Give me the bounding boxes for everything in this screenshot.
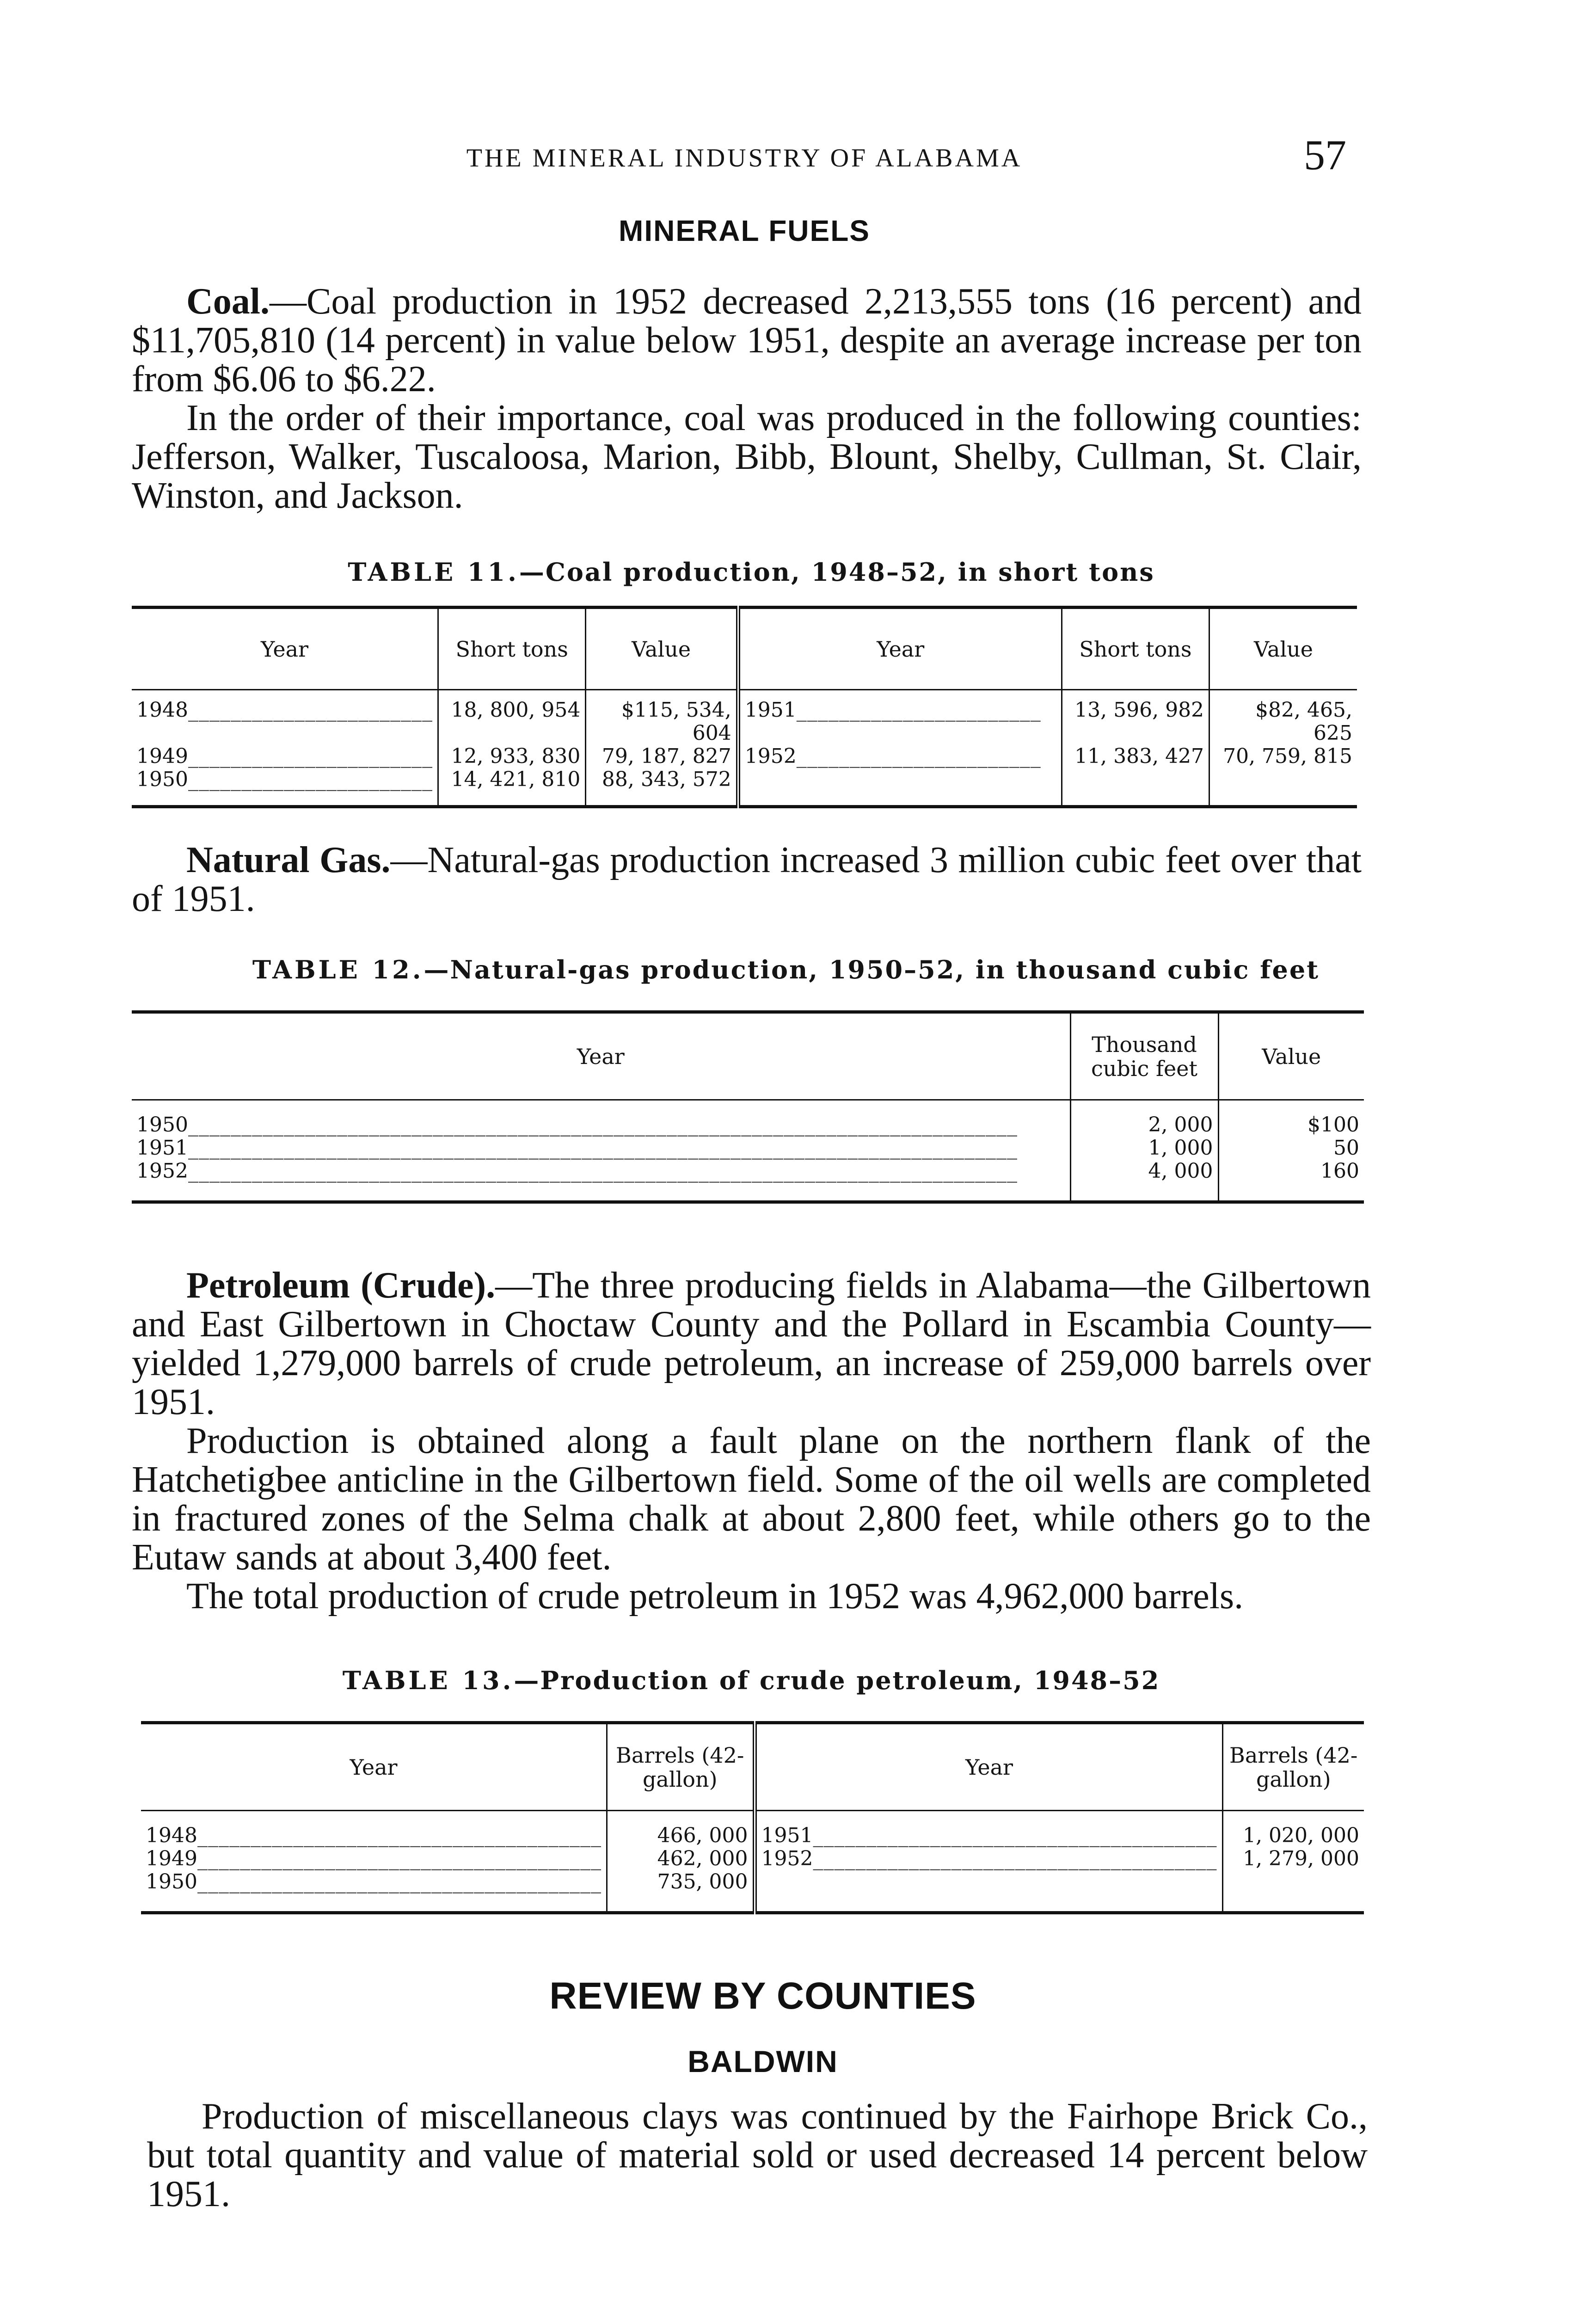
petroleum-text-3: The total production of crude petroleum in 1952 was 4,962,000 barrels. [186,1576,1244,1617]
t11-tons: 13, 596, 982 [1062,690,1209,745]
t11-year: 1949 [136,745,188,768]
petroleum-text-2: Production is obtained along a fault plane on the northern flank of the Hatchetigbee anticline in the Gilbertown field. Some of the oil wells are completed in fractured zones of the Selma chalk at about 2,800 feet, while others go to the Eutaw sands at about 3,400 feet. [132,1420,1371,1578]
table-12-natural-gas-production: Year Thousand cubic feet Value 1950______________________________________________________________________________ 2, 000 $100 1951______________________________________________________________________________ 1, 000 50 1952______________________________________________________________________________ 4, 000 160 [132,1010,1364,1204]
t13-barrels: 462, 000 [607,1847,755,1870]
county-heading-baldwin: BALDWIN [688,2044,838,2078]
page-number: 57 [1304,131,1346,178]
t11-value: 79, 187, 827 [586,745,738,768]
t13-year: 1952 [761,1847,813,1870]
t13-year: 1949 [146,1847,197,1870]
petroleum-text-1: —The three producing fields in Alabama—the Gilbertown and East Gilbertown in Choctaw County and the Pollard in Escambia County—yielded 1,279,000 barrels of crude petroleum, an increase of 259,000 barrels over 1951. [132,1265,1371,1422]
t11-year: 1948 [136,698,188,722]
petroleum-paragraph [132,1266,1371,1616]
t13-barrels: 735, 000 [607,1870,755,1913]
t13-barrels: 466, 000 [607,1811,755,1848]
t12-year: 1950 [136,1113,188,1137]
t13-year: 1951 [761,1824,813,1847]
table-11-title: —Coal production, 1948–52, in short tons [519,557,1155,587]
t13-header-year-right: Year [755,1723,1222,1811]
t13-header-barrels-right: Barrels (42-gallon) [1222,1723,1364,1811]
t11-value: 70, 759, 815 [1209,745,1357,768]
natural-gas-text: —Natural-gas production increased 3 million cubic feet over that of 1951. [132,840,1362,919]
t11-header-year-right: Year [738,608,1062,690]
t11-tons: 18, 800, 954 [438,690,585,745]
coal-text-1: —Coal production in 1952 decreased 2,213,555 tons (16 percent) and $11,705,810 (14 percent) in value below 1951, despite an average increase per ton from $6.06 to $6.22. [132,281,1362,400]
table-11-number: TABLE 11. [348,557,519,587]
natural-gas-lead: Natural Gas. [186,840,391,880]
table-13-crude-petroleum-production: Year Barrels (42-gallon) Year Barrels (42-gallon) 1948______________________________________ 466, 000 1951______________________________________ 1, 020, 000 1949______________________________________ 462, 000 1952______________________________________ 1, 279, 000 1950______________________________________ 735, 000 [141,1721,1364,1914]
t12-quantity: 1, 000 [1070,1137,1218,1160]
table-12-caption [194,955,1378,984]
coal-text-2: In the order of their importance, coal was produced in the following counties: Jefferson, Walker, Tuscaloosa, Marion, Bibb, Blount, Shelby, Cullman, St. Clair, Winston, and Jackson. [132,398,1362,516]
t11-tons: 11, 383, 427 [1062,745,1209,768]
t11-header-year-left: Year [132,608,438,690]
t12-header-quantity: Thousand cubic feet [1070,1012,1218,1100]
t13-year: 1950 [146,1870,197,1894]
t11-header-value-right: Value [1209,608,1357,690]
t11-year: 1951 [744,698,797,722]
table-13-title: —Production of crude petroleum, 1948–52 [514,1666,1160,1695]
t13-barrels: 1, 279, 000 [1222,1847,1364,1870]
t12-header-year: Year [132,1012,1070,1100]
t11-tons: 12, 933, 830 [438,745,585,768]
t11-header-tons-right: Short tons [1062,608,1209,690]
natural-gas-paragraph [132,841,1362,918]
petroleum-lead: Petroleum (Crude). [186,1265,496,1306]
t12-year: 1952 [136,1160,188,1183]
coal-lead: Coal. [186,281,270,322]
t13-barrels: 1, 020, 000 [1222,1811,1364,1848]
t12-value: 160 [1218,1160,1364,1202]
t11-value: $115, 534, 604 [586,690,738,745]
t13-header-barrels-left: Barrels (42-gallon) [607,1723,755,1811]
t11-tons: 14, 421, 810 [438,768,585,807]
t11-year: 1952 [744,745,797,768]
table-12-number: TABLE 12. [252,955,424,984]
t11-value: 88, 343, 572 [586,768,738,807]
t12-value: $100 [1218,1100,1364,1137]
t12-quantity: 2, 000 [1070,1100,1218,1137]
baldwin-text: Production of miscellaneous clays was continued by the Fairhope Brick Co., but total quantity and value of material sold or used decreased 14 percent below 1951. [147,2096,1368,2214]
t12-header-value: Value [1218,1012,1364,1100]
t11-year: 1950 [136,768,188,791]
table-11-caption [324,557,1179,587]
t13-header-year-left: Year [141,1723,607,1811]
table-13-caption [324,1666,1179,1695]
running-header: THE MINERAL INDUSTRY OF ALABAMA [466,144,1023,172]
baldwin-paragraph [147,2097,1368,2214]
t12-year: 1951 [136,1137,188,1160]
t11-header-tons-left: Short tons [438,608,585,690]
section-heading-review-by-counties: REVIEW BY COUNTIES [549,1975,976,2017]
t11-value: $82, 465, 625 [1209,690,1357,745]
t12-quantity: 4, 000 [1070,1160,1218,1202]
table-12-title: —Natural-gas production, 1950–52, in thousand cubic feet [424,955,1320,984]
t13-year: 1948 [146,1824,197,1847]
table-11-coal-production: Year Short tons Value Year Short tons Value 1948_______________________ 18, 800, 954 $115, 534, 604 1951_______________________ 13, 596, 982 $82, 465, 625 1949_______________________ 12, 933, 830 79, 187, 827 1952_______________________ 11, 383, 427 70, 759, 815 1950_______________________ 14, 421, 810 88, 343, 572 [132,606,1357,808]
table-13-number: TABLE 13. [342,1666,514,1695]
section-heading-mineral-fuels: MINERAL FUELS [619,214,870,247]
t11-header-value-left: Value [586,608,738,690]
t12-value: 50 [1218,1137,1364,1160]
coal-paragraph [132,282,1362,515]
